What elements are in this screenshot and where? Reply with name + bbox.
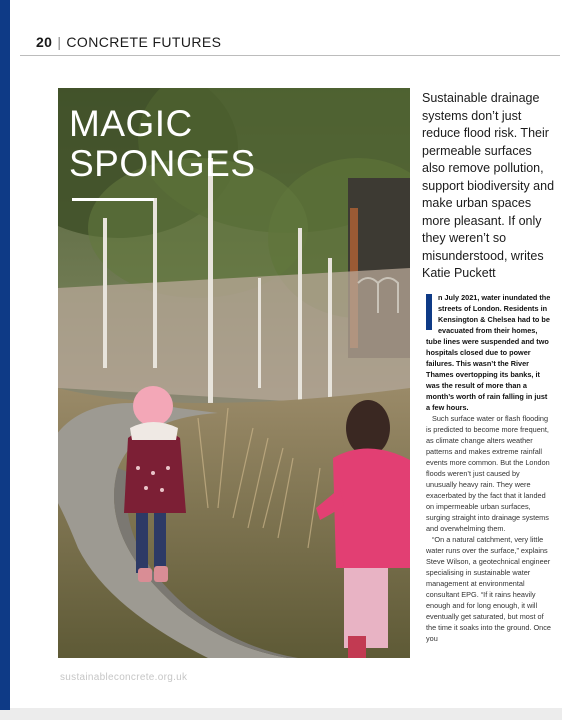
article-body — [426, 292, 552, 644]
title-underline — [72, 198, 154, 201]
page-number: 20 — [36, 34, 53, 50]
title-line-1: MAGIC — [69, 103, 193, 144]
drop-cap-mark — [426, 294, 432, 330]
title-line-2: SPONGES — [69, 143, 256, 184]
left-accent-bar — [0, 0, 10, 708]
header-separator: | — [57, 34, 62, 50]
lede-paragraph: n July 2021, water inundated the streets of London. Residents in Kensington & Chelsea had to be evacuated from their homes, tube lines were suspended and two hospitals closed due to power failures. This wasn’t the River Thames overtopping its banks, it was the result of more than a month’s worth of rain falling in just a few hours. — [426, 293, 551, 412]
header-rule — [20, 55, 560, 56]
footer-url: sustainableconcrete.org.uk — [60, 672, 188, 683]
article-title — [69, 104, 256, 184]
running-header — [36, 34, 221, 50]
body-paragraph-1: Such surface water or flash flooding is predicted to become more frequent, as climate change alters weather patterns and makes extreme rainfall events more common. But the London floods weren’t just caused by unusually heavy rain. They were exacerbated by the fact that it landed on impermeable urban surfaces, surging straight into drainage systems and overwhelming them. — [426, 414, 550, 533]
standfirst: Sustainable drainage systems don’t just reduce flood risk. Their permeable surfaces also remove pollution, support biodiversity and make urban spaces more pleasant. If only they weren’t so misunderstood, writes Katie Puckett — [422, 91, 555, 280]
body-paragraph-2: “On a natural catchment, very little water runs over the surface,” explains Steve Wilson, a geotechnical engineer specialising in sustainable water management at environmental consultant EPG. “If it rains heavily enough and for long enough, it will eventually get saturated, but most of the time it soaks into the ground. Once you — [426, 535, 551, 643]
section-name: CONCRETE FUTURES — [66, 34, 222, 50]
bottom-edge — [0, 708, 562, 720]
